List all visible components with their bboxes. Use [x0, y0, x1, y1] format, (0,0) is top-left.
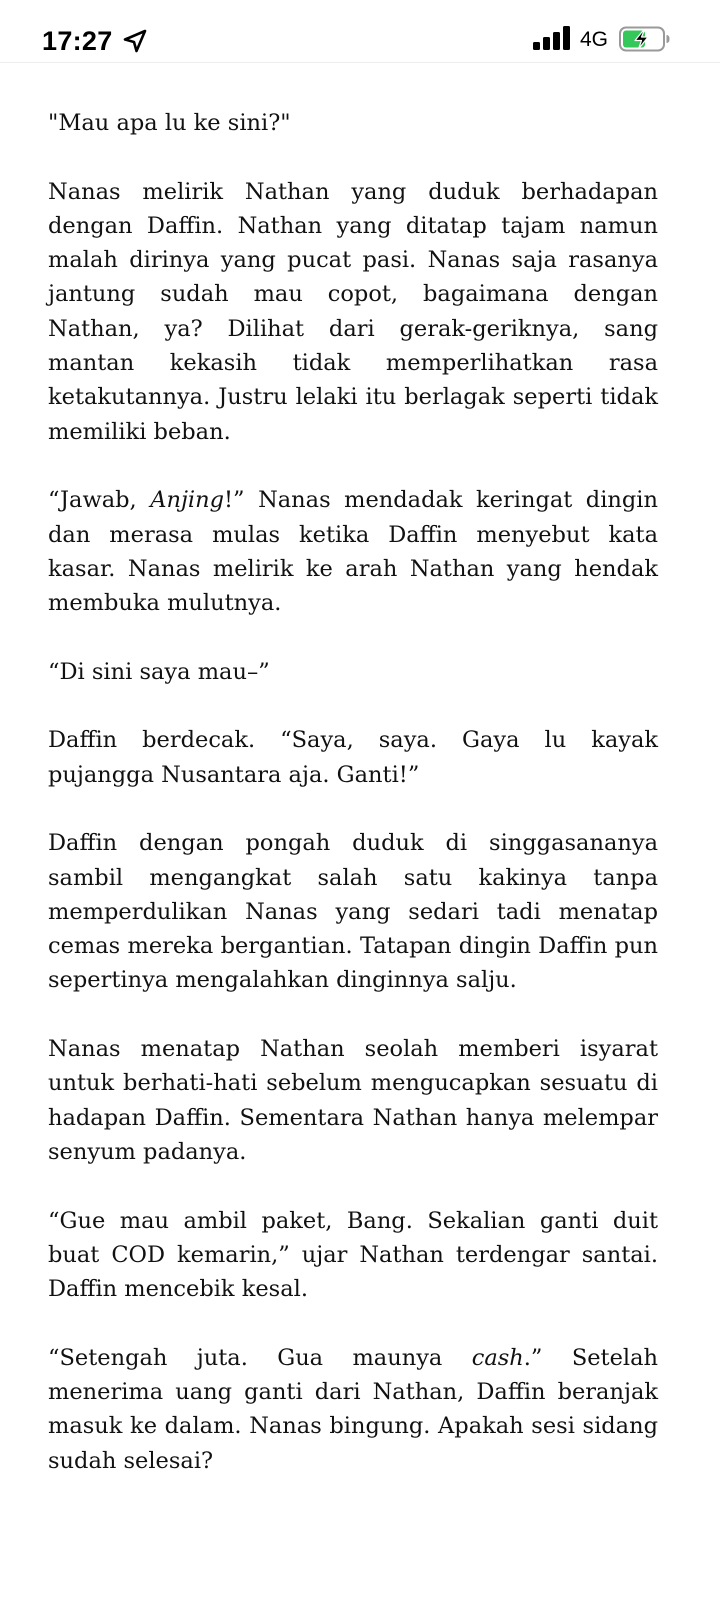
text-run: .” Setelah menerima uang ganti dari Nathan, Daffin beranjak masuk ke dalam. Nanas bingung. Apakah sesi sidang sudah selesai?	[48, 1344, 659, 1474]
text-run: Nanas melirik Nathan yang duduk berhadapan dengan Daffin. Nathan yang ditatap tajam namun malah dirinya yang pucat pasi. Nanas saja rasanya jantung sudah mau copot, bagaimana dengan Nathan, ya? Dilihat dari gerak-geriknya, sang mantan kekasih tidak memperlihatkan rasa ketakutannya. Justru lelaki itu berlagak seperti tidak memiliki beban.	[48, 178, 658, 445]
story-paragraph	[48, 175, 658, 449]
text-run: Nanas menatap Nathan seolah memberi isyarat untuk berhati-hati sebelum mengucapkan sesuatu di hadapan Daffin. Sementara Nathan hanya melempar senyum padanya.	[48, 1036, 658, 1165]
text-run: Daffin dengan pongah duduk di singgasananya sambil mengangkat salah satu kakinya tanpa memperdulikan Nanas yang sedari tadi menatap cemas mereka bergantian. Tatapan dingin Daffin pun sepertinya mengalahkan dinginnya salju.	[48, 830, 658, 994]
story-text	[48, 106, 658, 1512]
story-paragraph	[48, 826, 658, 997]
text-run: “Setengah juta. Gua maunya	[48, 1344, 472, 1371]
italic-text: Anjing	[150, 487, 225, 514]
text-run: !” Nanas mendadak keringat dingin dan merasa mulas ketika Daffin menyebut kata kasar. Nanas melirik ke arah Nathan yang hendak membuka mulutnya.	[48, 487, 658, 617]
story-paragraph	[48, 1204, 658, 1307]
italic-text: cash	[471, 1344, 524, 1371]
story-paragraph	[48, 723, 658, 792]
battery-charging-icon	[619, 26, 671, 52]
text-run: "Mau apa lu ke sini?"	[48, 110, 291, 136]
location-arrow-icon	[122, 28, 148, 54]
text-run: Daffin berdecak. “Saya, saya. Gaya lu kayak pujangga Nusantara aja. Ganti!”	[48, 727, 658, 788]
text-run: “Gue mau ambil paket, Bang. Sekalian ganti duit buat COD kemarin,” ujar Nathan terdengar santai. Daffin mencebik kesal.	[48, 1207, 658, 1303]
status-bar	[0, 0, 720, 63]
story-paragraph	[48, 1341, 658, 1478]
story-paragraph	[48, 106, 658, 140]
network-type: 4G	[580, 28, 609, 51]
story-paragraph	[48, 1032, 658, 1169]
text-run: “Jawab,	[48, 487, 151, 514]
text-run: “Di sini saya mau–”	[48, 658, 270, 685]
story-paragraph	[48, 655, 658, 689]
status-time: 17:27	[42, 26, 113, 56]
signal-bars-icon	[533, 26, 573, 52]
story-paragraph	[48, 483, 658, 620]
